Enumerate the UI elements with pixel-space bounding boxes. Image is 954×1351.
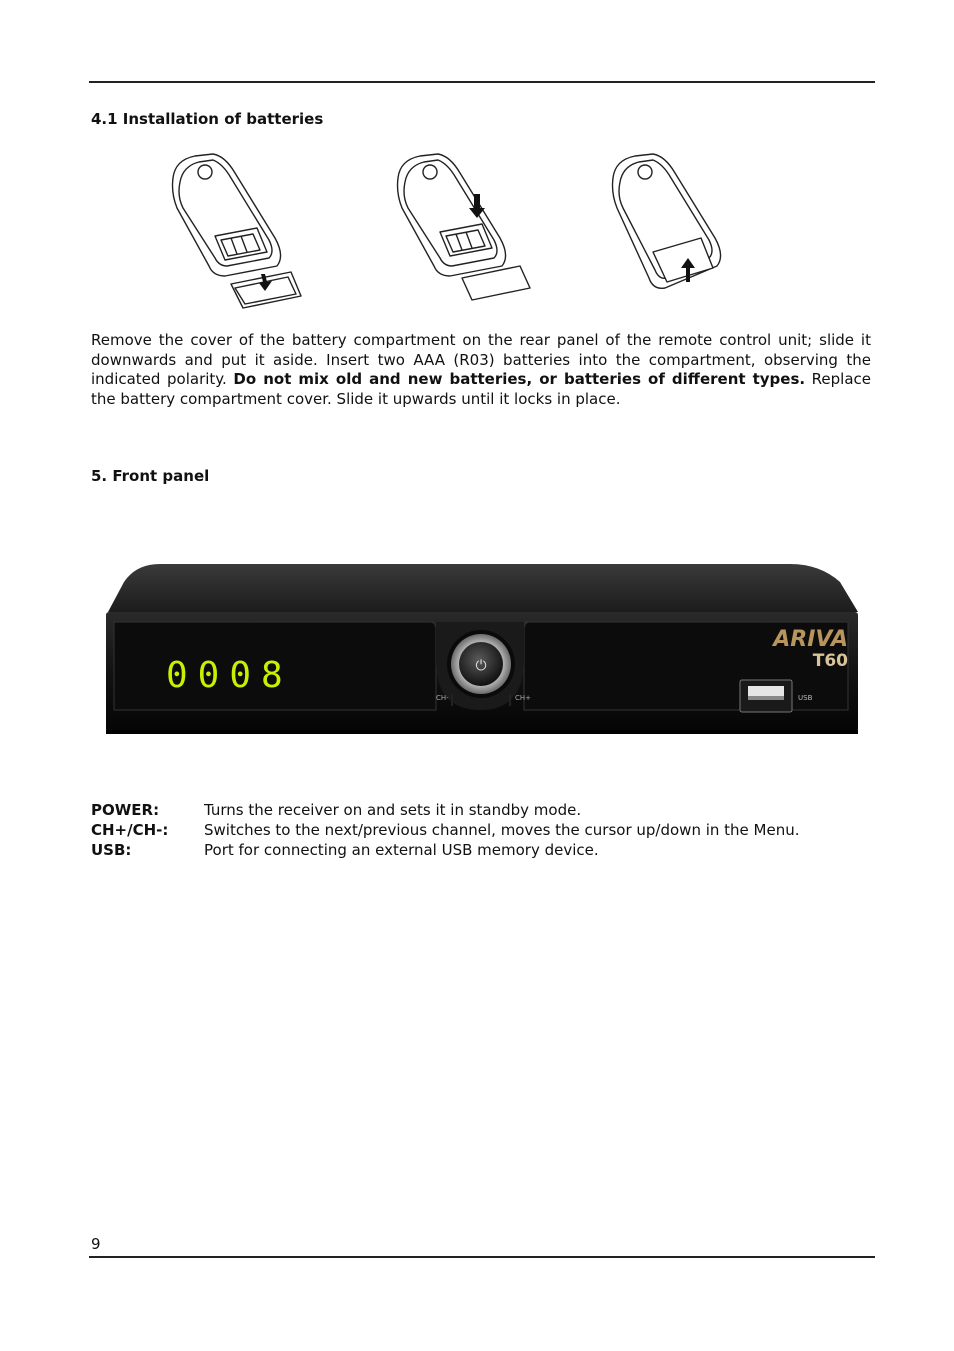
legend-term: CH+/CH-: xyxy=(91,821,169,839)
battery-instructions-text-2: Replace the battery compartment cover. Slide it upwards until it locks in place. xyxy=(91,370,872,408)
legend-description: Switches to the next/previous channel, moves the cursor up/down in the Menu. xyxy=(204,821,800,839)
front-panel-legend xyxy=(91,801,800,861)
ch-plus-label: CH+ xyxy=(515,694,532,702)
section-heading-batteries: 4.1 Installation of batteries xyxy=(91,110,324,128)
model-logo: T60 xyxy=(812,651,848,671)
usb-label: USB xyxy=(798,694,813,702)
battery-instructions-text-1: Remove the cover of the battery compartment on the rear panel of the remote control unit; slide it downwards and put it aside. Insert two AAA (R03) batteries into the compartment, observing the indicated polarity. xyxy=(91,331,871,388)
legend-row xyxy=(91,821,800,841)
page-number: 9 xyxy=(91,1235,101,1253)
remote-step-1-illustration xyxy=(173,154,302,308)
ch-minus-label: CH- xyxy=(436,694,449,702)
legend-row xyxy=(91,841,800,861)
led-display: 0008 xyxy=(166,655,293,696)
remote-step-2-illustration xyxy=(398,154,531,300)
legend-description: Turns the receiver on and sets it in standby mode. xyxy=(204,801,582,819)
battery-instructions-paragraph xyxy=(91,331,871,409)
remote-step-3-illustration xyxy=(613,154,721,288)
legend-description: Port for connecting an external USB memory device. xyxy=(204,841,599,859)
header-rule xyxy=(89,81,875,83)
power-button-symbol: ⏻ xyxy=(475,658,487,674)
front-panel-image xyxy=(100,560,864,738)
legend-term: POWER: xyxy=(91,801,160,819)
footer-rule xyxy=(89,1256,875,1258)
battery-installation-illustrations xyxy=(165,148,735,318)
legend-row xyxy=(91,801,800,821)
legend-term: USB: xyxy=(91,841,132,859)
battery-warning-text: Do not mix old and new batteries, or batteries of different types. xyxy=(233,370,806,388)
section-heading-front-panel: 5. Front panel xyxy=(91,467,210,485)
brand-logo: ARIVA xyxy=(773,627,848,652)
